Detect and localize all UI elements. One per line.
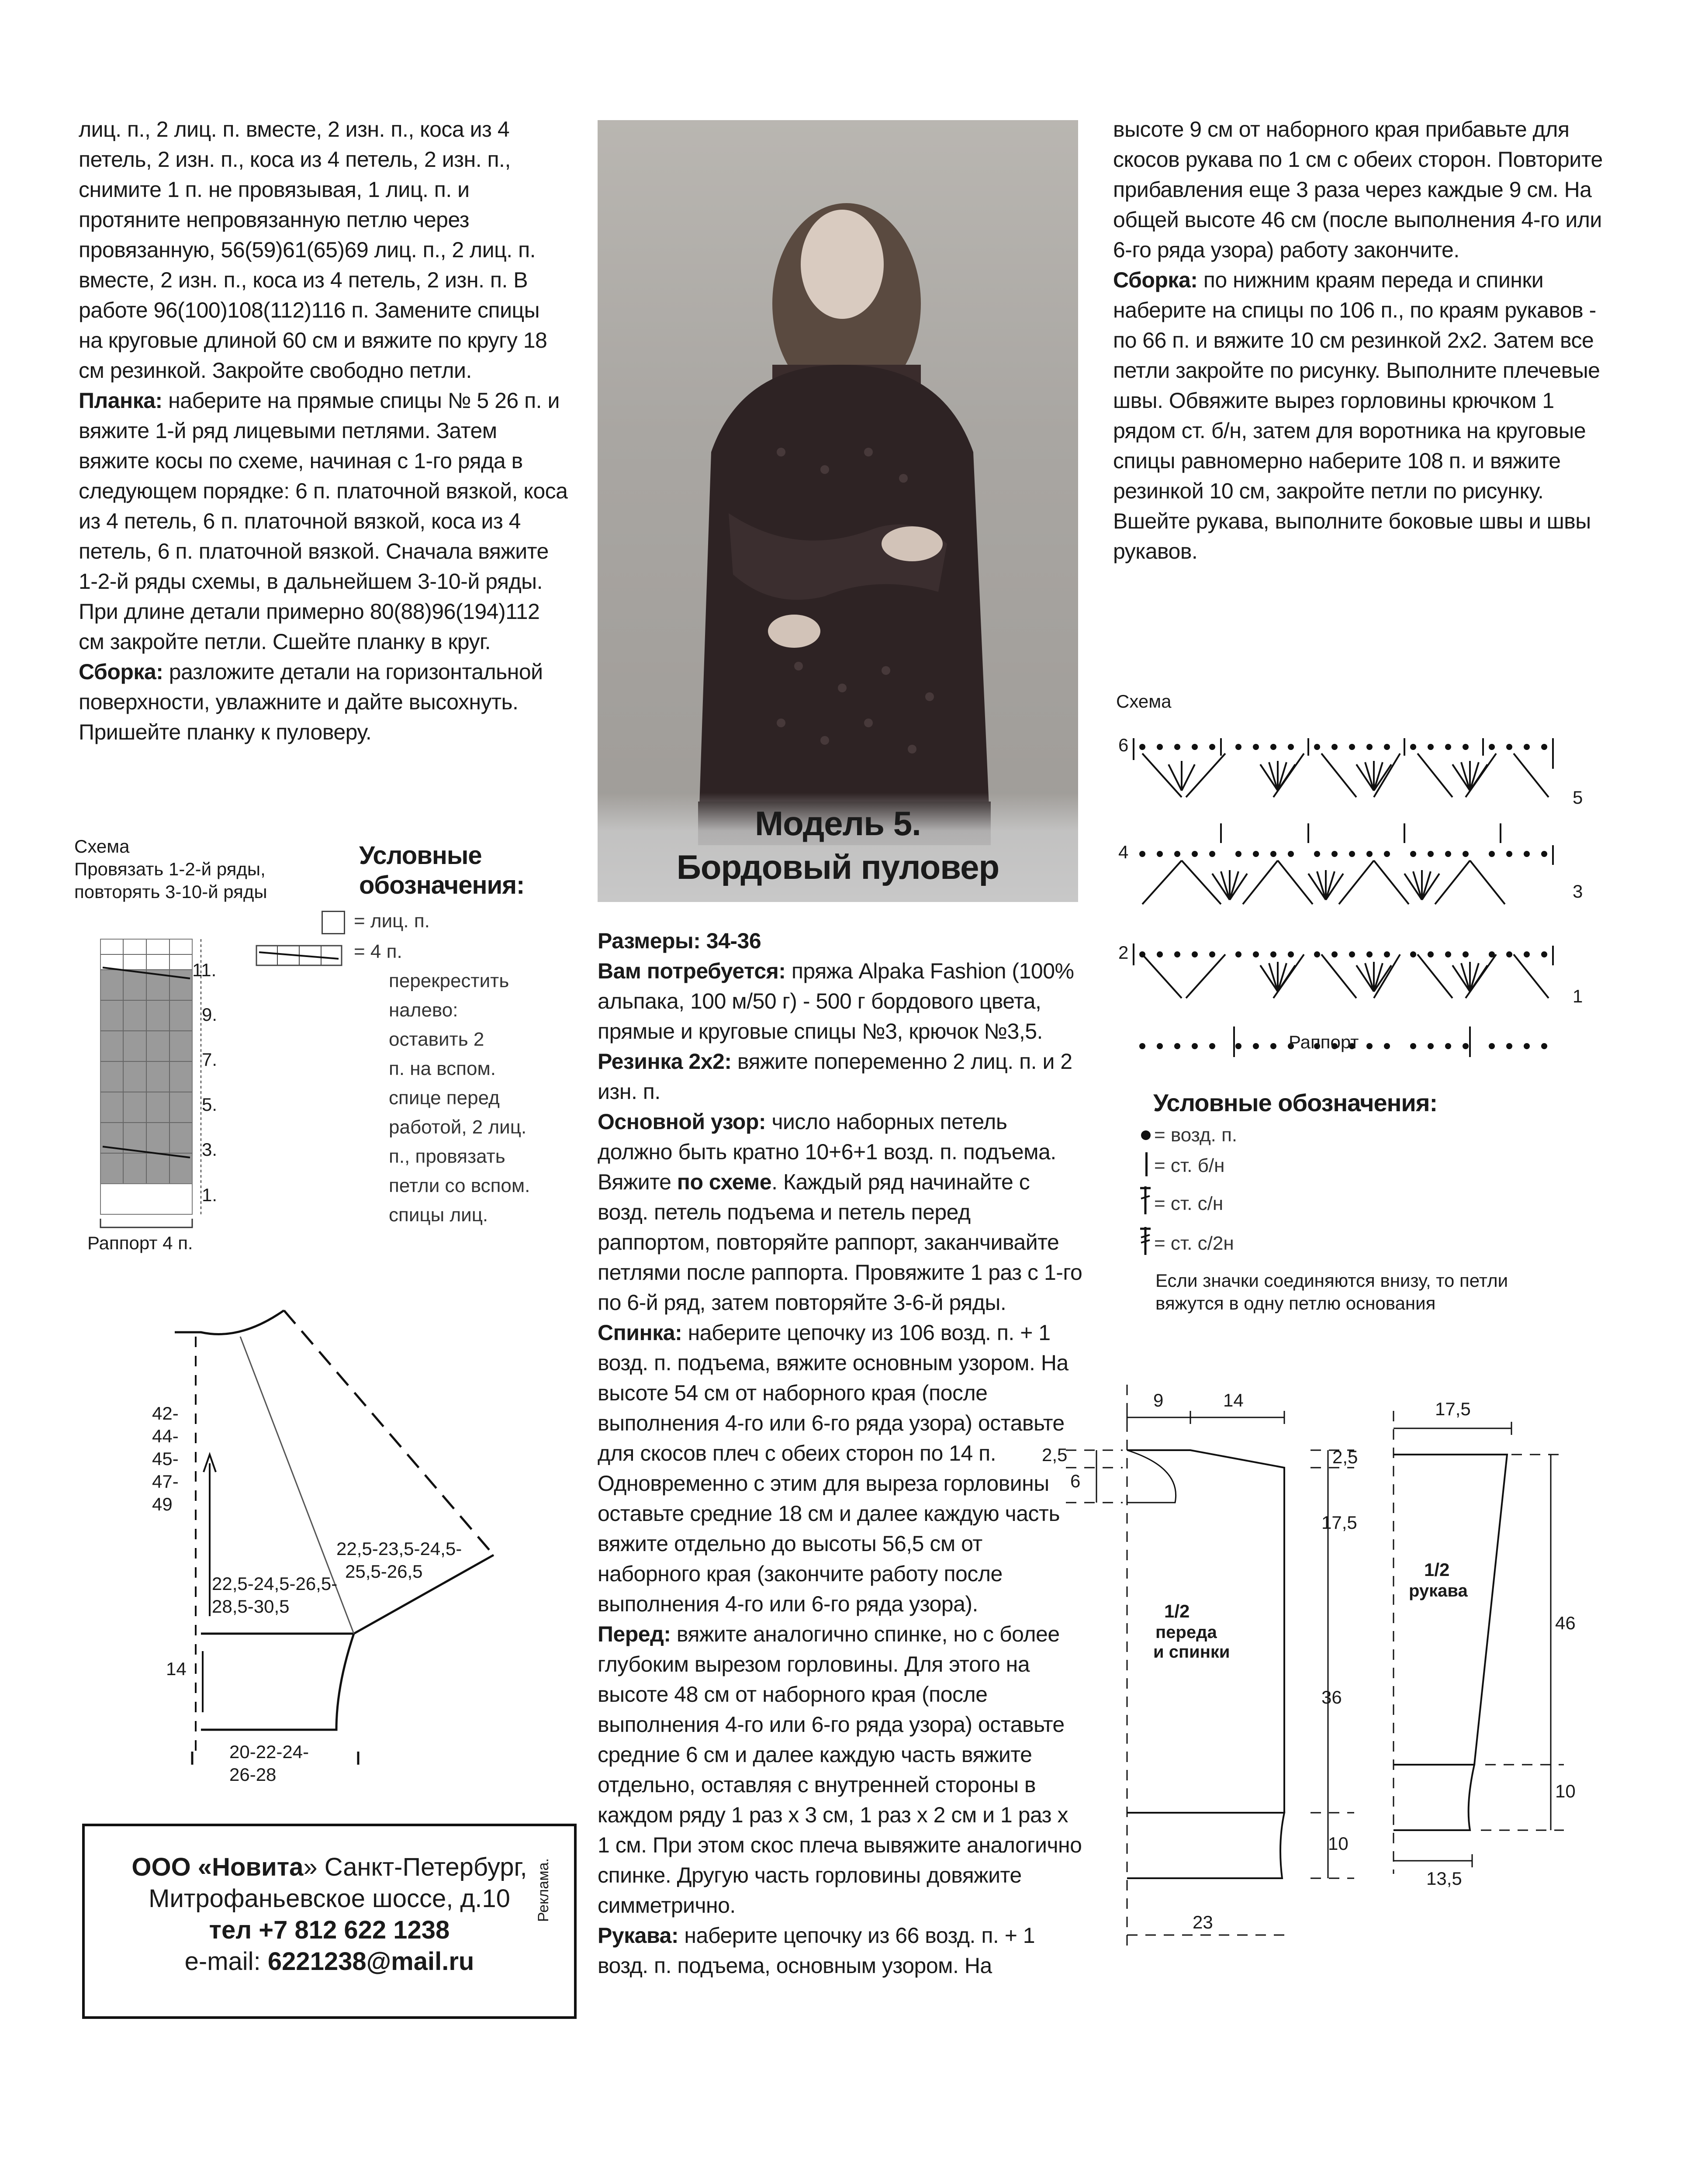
cable-legend-title-1: Условные <box>359 841 482 870</box>
cable-chart-note-2: повторять 3-10-й ряды <box>74 881 267 902</box>
knit-stitch-symbol <box>322 911 345 934</box>
cable-legend-title-2: обозначения: <box>359 871 525 899</box>
legend-line: спицы лиц. <box>389 1204 488 1226</box>
body-dim-left-2-5: 2,5 <box>1042 1444 1068 1465</box>
sleeve-mid-width-2: 28,5-30,5 <box>212 1596 290 1617</box>
right-text-column <box>1113 114 1604 567</box>
sleeve-bottom-1: 20-22-24- <box>229 1742 309 1762</box>
sleeve-length-label-5: 49 <box>152 1494 173 1514</box>
crochet-row-6: 6 <box>1118 735 1129 755</box>
crochet-row-5: 5 <box>1573 787 1583 808</box>
sleeve-dim-17-5: 17,5 <box>1435 1399 1471 1419</box>
front-label: Перед: <box>598 1622 671 1646</box>
photo-caption <box>598 793 1078 902</box>
crochet-chart-title: Схема <box>1116 691 1172 712</box>
legend-line: п. на вспом. <box>389 1058 496 1079</box>
legend-line: работой, 2 лиц. <box>389 1116 527 1138</box>
crochet-row-2: 2 <box>1118 942 1129 963</box>
paragraph-front <box>598 1619 1082 1921</box>
middle-text-column <box>598 926 1082 1981</box>
body-dim-14: 14 <box>1223 1390 1244 1410</box>
paragraph-materials <box>598 956 1082 1047</box>
paragraph-sborka <box>79 657 568 747</box>
planka-label: Планка: <box>79 388 163 413</box>
cable-rapport: Раппорт 4 п. <box>87 1233 193 1253</box>
sleeve-dim-13-5: 13,5 <box>1426 1868 1462 1889</box>
body-dim-right-17-5: 17,5 <box>1321 1512 1357 1533</box>
front-text: вяжите аналогично спинке, но с более глубоким вырезом горловины. Для этого на высоте 48 см от наборного края (после выполнения 4-го или 6-го ряда узора) оставьте средние 6 см и далее каждую часть вяжите отдельно, оставляя с внутренней стороны в каждом ряду 1 раз х 3 см, 1 раз х 2 см и 1 раз х 1 см. При этом скос плеча вывяжите аналогично спинке. Другую часть горловины довяжите симметрично. <box>598 1622 1082 1918</box>
sleeve-dim-46: 46 <box>1555 1613 1576 1633</box>
materials-label: Вам потребуется: <box>598 959 786 983</box>
legend-line: оставить 2 <box>389 1029 484 1050</box>
crochet-legend-item-3: = ст. с/н <box>1154 1193 1224 1214</box>
sleeve-mid-width-1: 22,5-24,5-26,5- <box>212 1573 338 1594</box>
body-pattern-label-1: 1/2 <box>1164 1601 1190 1621</box>
sizes: Размеры: 34-36 <box>598 929 761 953</box>
sleeve-top-width-2: 25,5-26,5 <box>345 1561 423 1582</box>
paragraph-sleeve-continued: высоте 9 см от наборного края прибавьте для скосов рукава по 1 см с обеих сторон. Повторите прибавления еще 3 раза через каждые 9 см. На общей высоте 46 см (после выполнения 4-го или 6-го ряда узора) работу закончите. <box>1113 117 1603 262</box>
ad-phone: тел +7 812 622 1238 <box>209 1916 450 1944</box>
back-label: Спинка: <box>598 1320 682 1345</box>
crochet-legend-item-4: = ст. с/2н <box>1154 1233 1234 1254</box>
sleeve-pattern-label-1: 1/2 <box>1424 1559 1450 1580</box>
cable-row-11: 11. <box>192 960 217 980</box>
body-dim-bottom-23: 23 <box>1193 1912 1213 1932</box>
ad-company-suffix: » Санкт-Петербург, <box>303 1853 527 1881</box>
body-pattern-label-2: переда <box>1155 1623 1217 1642</box>
sleeve-length-label-2: 44- <box>152 1426 179 1446</box>
ad-email-line <box>85 1946 574 1977</box>
single-crochet-symbol <box>1145 1152 1148 1176</box>
legend-line: перекрестить <box>389 970 509 992</box>
sleeve-length-label-1: 42- <box>152 1403 179 1424</box>
paragraph-planka <box>79 386 568 657</box>
paragraph-continued: лиц. п., 2 лиц. п. вместе, 2 изн. п., коса из 4 петель, 2 изн. п., коса из 4 петель, 2 изн. п., снимите 1 п. не провязывая, 1 лиц. п. и протяните непровязанную петлю через провязанную, 56(59)61(65)69 лиц. п., 2 лиц. п. вместе, 2 изн. п., коса из 4 петель, 2 изн. п. В работе 96(100)108(112)116 п. Замените спицы на круговые длиной 60 см и вяжите по кругу 18 см резинкой. Закройте свободно петли. <box>79 117 547 383</box>
main-pattern-label: Основной узор: <box>598 1109 766 1134</box>
cable-row-3: 3. <box>202 1139 218 1160</box>
crochet-legend-item-1: = возд. п. <box>1154 1124 1238 1146</box>
cable-chart-note-1: Провязать 1-2-й ряды, <box>74 859 266 879</box>
sleeves-text: наберите цепочку из 66 возд. п. + 1 возд. п. подъема, основным узором. На <box>598 1923 1035 1978</box>
paragraph-main-pattern <box>598 1107 1082 1318</box>
sborka-label: Сборка: <box>79 660 163 684</box>
ad-company-prefix: ООО « <box>131 1853 212 1881</box>
model-number: Модель 5. <box>755 804 921 843</box>
assembly-label: Сборка: <box>1113 268 1198 292</box>
body-pattern-label-3: и спинки <box>1153 1642 1230 1662</box>
body-dim-9: 9 <box>1153 1390 1164 1410</box>
paragraph-assembly <box>1113 265 1604 567</box>
cable-legend-item-1: = лиц. п. <box>354 910 430 932</box>
sleeve-length-label-3: 45- <box>152 1448 179 1469</box>
crochet-legend-note-1: Если значки соединяются внизу, то петли <box>1155 1270 1508 1291</box>
paragraph-rib <box>598 1047 1082 1107</box>
body-pattern-diagram <box>1048 1363 1380 1966</box>
model-figure-illustration <box>598 120 1078 902</box>
chain-stitch-symbol <box>1141 1130 1151 1140</box>
ad-address: Митрофаньевское шоссе, д.10 <box>149 1884 510 1913</box>
legend-line: = 4 п. <box>354 941 402 962</box>
ad-line-1 <box>85 1852 574 1883</box>
sleeve-length-label-4: 47- <box>152 1471 179 1492</box>
body-dim-right-10: 10 <box>1328 1833 1349 1854</box>
body-dim-right-2-5: 2,5 <box>1332 1447 1358 1467</box>
rib-label: Резинка 2х2: <box>598 1049 732 1074</box>
legend-line: налево: <box>389 999 458 1021</box>
materials-text: пряжа Alpaka Fashion (100% альпака, 100 м/50 г) - 500 г бордового цвета, прямые и круговые спицы №3, крючок №3,5. <box>598 959 1074 1044</box>
crochet-row-3: 3 <box>1573 881 1583 902</box>
assembly-text: по нижним краям переда и спинки наберите на спицы по 106 п., по краям рукавов - по 66 п. и вяжите 10 см резинкой 2х2. Затем все петли закройте по рисунку. Выполните плечевые швы. Обвяжите вырез горловины крючком 1 рядом ст. б/н, затем для воротника на круговые спицы равномерно наберите 108 п. и вяжите резинкой 10 см, закройте петли по рисунку. Вшейте рукава, выполните боковые швы и швы рукавов. <box>1113 268 1600 563</box>
advertisement-box <box>82 1824 577 2019</box>
legend-line: п., провязать <box>389 1146 505 1167</box>
back-text: наберите цепочку из 106 возд. п. + 1 возд. п. подъема, вяжите основным узором. На высоте 54 см от наборного края (после выполнения 4-го или 6-го ряда узора) оставьте для скосов плеч с обеих сторон по 14 п. Одновременно с этим для выреза горловины оставьте средние 18 см и далее каждую часть вяжите отдельно до высоты 56,5 см от наборного края (закончите работу после выполнения 4-го или 6-го ряда узора). <box>598 1320 1068 1616</box>
ad-side-label: Реклама. <box>535 1858 552 1922</box>
cable-row-7: 7. <box>202 1049 218 1070</box>
treble-crochet-symbol <box>1137 1225 1154 1256</box>
cable-chart-grid <box>87 930 358 1254</box>
legend-line: спице перед <box>389 1087 500 1109</box>
main-pattern-bold: по схеме <box>677 1170 772 1194</box>
crochet-row-1: 1 <box>1573 986 1583 1006</box>
sleeve-top-width-1: 22,5-23,5-24,5- <box>336 1538 462 1559</box>
cable-legend-item-2 <box>354 937 530 1230</box>
main-pattern-text-1: число наборных петель должно быть кратно 10+6+1 возд. п. подъема. Вяжите <box>598 1109 1056 1194</box>
cable-row-9: 9. <box>202 1004 218 1025</box>
body-dim-left-6: 6 <box>1070 1471 1081 1491</box>
crochet-legend-title: Условные обозначения: <box>1153 1089 1438 1116</box>
crochet-legend-item-2: = ст. б/н <box>1154 1155 1225 1176</box>
rib-text: вяжите попеременно 2 лиц. п. и 2 изн. п. <box>598 1049 1072 1104</box>
crochet-rapport: Раппорт <box>1289 1032 1359 1052</box>
model-name: Бордовый пуловер <box>676 848 999 886</box>
planka-text: наберите на прямые спицы № 5 26 п. и вяжите 1-й ряд лицевыми петлями. Затем вяжите косы по схеме, начиная с 1-го ряда в следующем порядке: 6 п. платочной вязкой, коса из 4 петель, 6 п. платочной вязкой, коса из 4 петель, 6 п. платочной вязкой. Сначала вяжите 1-2-й ряды схемы, в дальнейшем 3-10-й ряды. При длине детали примерно 80(88)96(194)112 см закройте петли. Сшейте планку в круг. <box>79 388 568 654</box>
crochet-legend-note-2: вяжутся в одну петлю основания <box>1155 1293 1436 1313</box>
model-photo <box>598 120 1078 902</box>
sleeve-bottom-2: 26-28 <box>229 1764 277 1785</box>
crochet-stitch-chart <box>1116 721 1597 1061</box>
legend-line: петли со вспом. <box>389 1175 530 1196</box>
sleeve-cuff-label: 14 <box>166 1659 187 1679</box>
ad-company-brand: Новита <box>212 1853 304 1881</box>
sleeve-dim-10: 10 <box>1555 1781 1576 1801</box>
left-text-column <box>79 114 568 747</box>
sleeves-label: Рукава: <box>598 1923 679 1948</box>
double-crochet-symbol <box>1137 1185 1154 1215</box>
crochet-row-4: 4 <box>1118 842 1129 862</box>
ad-email-prefix: e-mail: <box>184 1947 268 1976</box>
body-dim-right-36: 36 <box>1321 1687 1342 1707</box>
main-pattern-text-2: . Каждый ряд начинайте с возд. петель подъема и петель перед раппортом, повторяйте раппорт, заканчивайте петлями после раппорта. Провяжите 1 раз с 1-го по 6-й ряд, затем повторяйте 3-6-й ряды. <box>598 1170 1082 1315</box>
cable-chart-title: Схема <box>74 836 130 857</box>
cable-row-5: 5. <box>202 1094 218 1115</box>
paragraph-back <box>598 1318 1082 1619</box>
paragraph-sleeves <box>598 1921 1082 1981</box>
sleeve-pattern-diagram <box>1380 1393 1634 1909</box>
cable-row-1: 1. <box>202 1185 218 1205</box>
cable-cross-symbol <box>256 943 343 970</box>
ad-email[interactable]: 6221238@mail.ru <box>267 1947 474 1976</box>
sborka-text: разложите детали на горизонтальной поверхности, увлажните и дайте высохнуть. Пришейте планку к пуловеру. <box>79 660 543 744</box>
sleeve-pattern-label-2: рукава <box>1409 1581 1468 1600</box>
